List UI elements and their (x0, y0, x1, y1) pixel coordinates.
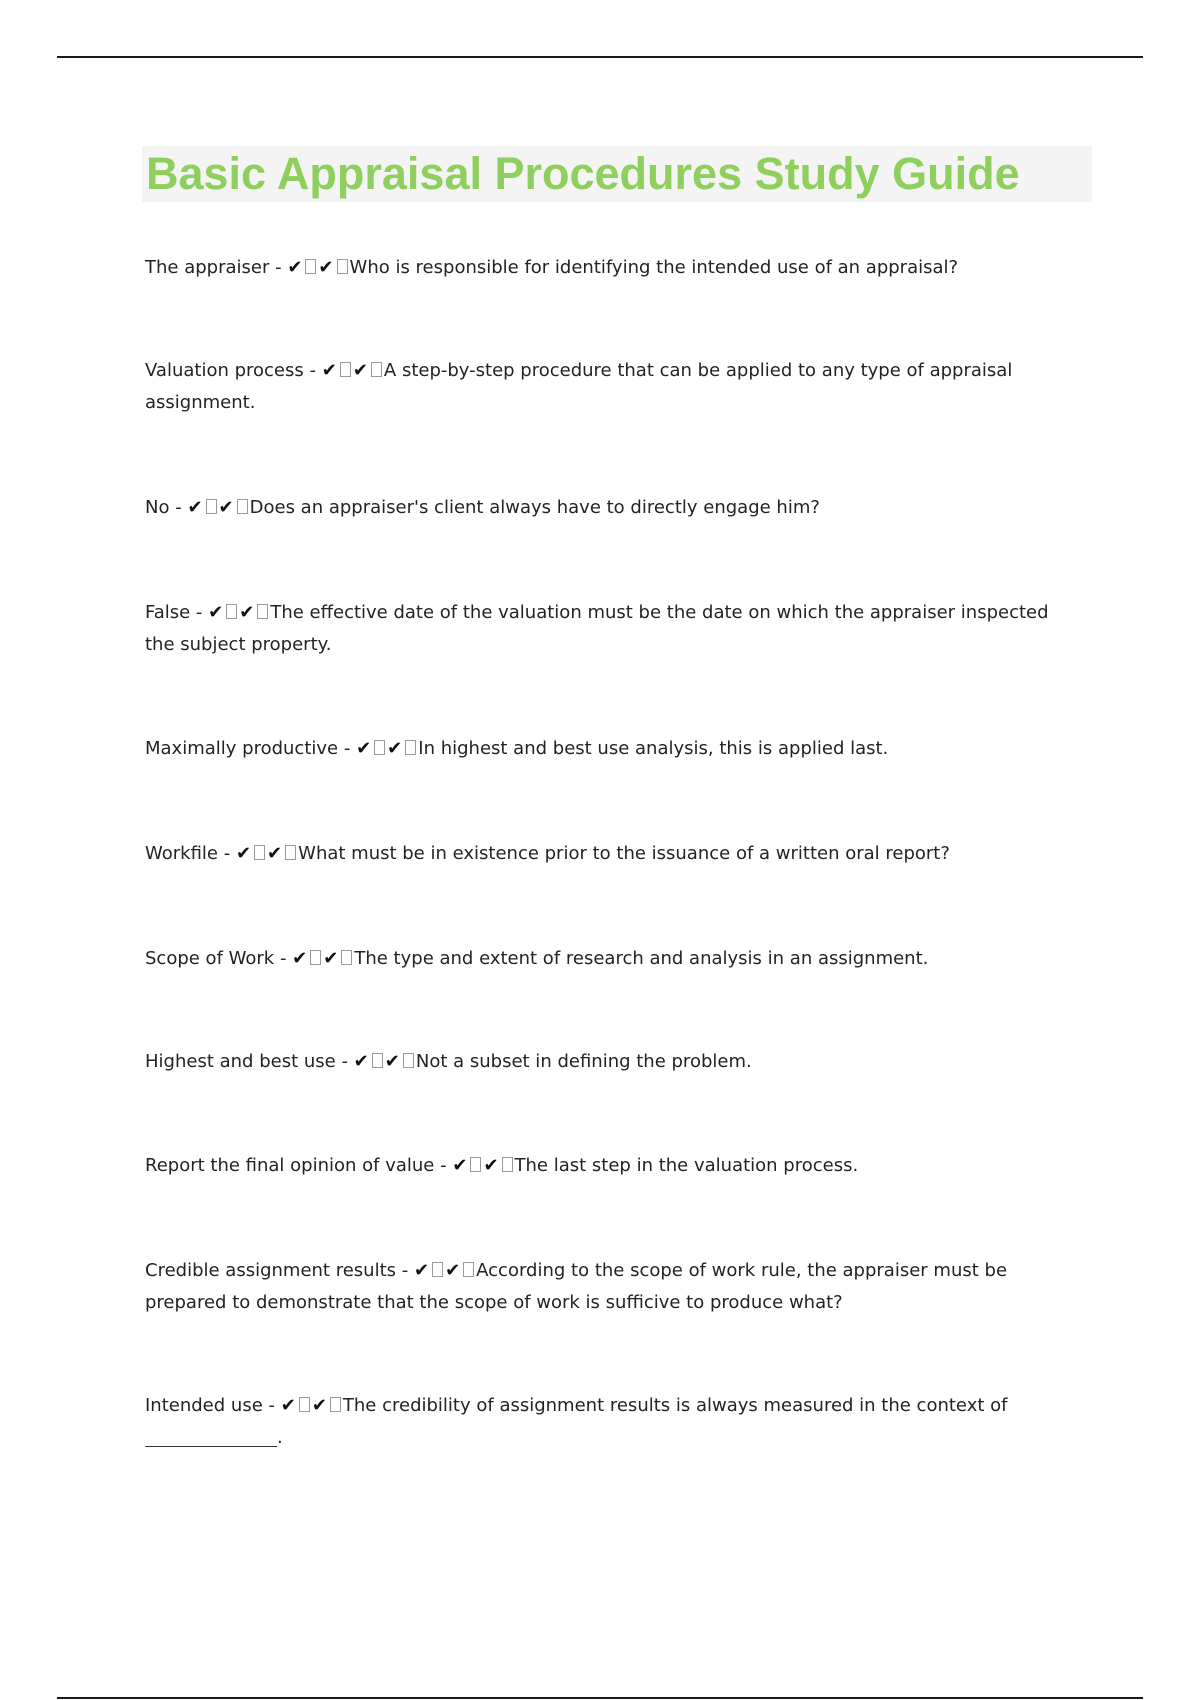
check-icon: ✔ (483, 1155, 499, 1176)
check-icon: ✔ (235, 843, 252, 864)
check-icon: ✔ (187, 497, 203, 518)
study-item (145, 355, 1080, 419)
box-icon (330, 1397, 341, 1412)
term: The appraiser (145, 257, 270, 278)
box-icon (502, 1157, 513, 1172)
study-item (145, 1046, 1080, 1078)
check-icon: ✔ (452, 1155, 468, 1176)
fill-in-blank (145, 1428, 277, 1447)
separator: - (335, 1051, 354, 1072)
box-icon (371, 362, 382, 377)
definition: The last step in the valuation process. (514, 1155, 859, 1176)
separator: - (396, 1260, 414, 1281)
document-title: Basic Appraisal Procedures Study Guide (146, 148, 1020, 199)
study-item (145, 733, 1080, 765)
definition: According to the scope of work rule, the appraiser must be prepared to demonstrate that the scope of work is sufficive to produce what? (145, 1260, 1008, 1313)
check-icon: ✔ (353, 1051, 369, 1072)
box-icon (285, 845, 296, 860)
definition: Not a subset in defining the problem. (415, 1051, 752, 1072)
term: No (145, 497, 170, 518)
study-item (145, 252, 1080, 284)
definition: The effective date of the valuation must be the date on which the appraiser inspected the subject property. (145, 602, 1049, 655)
definition: In highest and best use analysis, this is applied last. (418, 738, 889, 759)
term: Scope of Work (145, 948, 275, 969)
check-icon: ✔ (239, 602, 255, 623)
definition: The type and extent of research and analysis in an assignment. (354, 948, 929, 969)
check-icon: ✔ (352, 360, 368, 381)
separator: - (269, 257, 288, 278)
box-icon (405, 740, 416, 755)
separator: - (190, 602, 209, 623)
separator: - (303, 360, 322, 381)
study-item (145, 838, 1080, 870)
box-icon (226, 604, 237, 619)
check-icon: ✔ (311, 1395, 327, 1416)
term: Workfile (145, 843, 218, 864)
blank-suffix: . (277, 1427, 283, 1448)
separator: - (434, 1155, 453, 1176)
box-icon (432, 1262, 443, 1277)
box-icon (341, 950, 352, 965)
check-icon: ✔ (413, 1260, 430, 1281)
check-icon: ✔ (218, 497, 234, 518)
check-icon: ✔ (384, 1051, 400, 1072)
study-item (145, 1255, 1080, 1319)
check-icon: ✔ (321, 360, 337, 381)
study-item (145, 1150, 1080, 1182)
definition: What must be in existence prior to the issuance of a written oral report? (298, 843, 950, 864)
check-icon: ✔ (318, 257, 334, 278)
term: Credible assignment results (145, 1260, 397, 1281)
definition: The credibility of assignment results is always measured in the context of (342, 1395, 1008, 1416)
box-icon (237, 499, 248, 514)
box-icon (254, 845, 265, 860)
box-icon (299, 1397, 310, 1412)
box-icon (337, 259, 348, 274)
term: Maximally productive (145, 738, 339, 759)
study-item (145, 492, 1080, 524)
box-icon (206, 499, 217, 514)
check-icon: ✔ (267, 843, 283, 864)
box-icon (470, 1157, 481, 1172)
check-icon: ✔ (287, 257, 303, 278)
check-icon: ✔ (323, 948, 339, 969)
separator: - (338, 738, 357, 759)
box-icon (310, 950, 321, 965)
term: False (145, 602, 191, 623)
box-icon (374, 740, 385, 755)
definition: Does an appraiser's client always have to directly engage him? (249, 497, 820, 518)
box-icon (463, 1262, 474, 1277)
definition: A step-by-step procedure that can be applied to any type of appraisal assignment. (145, 360, 1013, 413)
check-icon: ✔ (356, 738, 372, 759)
term: Valuation process (145, 360, 304, 381)
study-item (145, 943, 1080, 975)
separator: - (262, 1395, 281, 1416)
box-icon (340, 362, 351, 377)
check-icon: ✔ (292, 948, 308, 969)
term: Highest and best use (145, 1051, 336, 1072)
term: Intended use (145, 1395, 263, 1416)
check-icon: ✔ (387, 738, 403, 759)
check-icon: ✔ (280, 1395, 296, 1416)
separator: - (169, 497, 188, 518)
check-icon: ✔ (445, 1260, 461, 1281)
study-item (145, 1390, 1080, 1454)
box-icon (372, 1053, 383, 1068)
separator: - (218, 843, 236, 864)
study-item (145, 597, 1080, 661)
box-icon (403, 1053, 414, 1068)
term: Report the final opinion of value (145, 1155, 435, 1176)
box-icon (257, 604, 268, 619)
bottom-rule (57, 1697, 1143, 1699)
box-icon (305, 259, 316, 274)
check-icon: ✔ (208, 602, 224, 623)
top-rule (57, 56, 1143, 58)
separator: - (274, 948, 293, 969)
definition: Who is responsible for identifying the intended use of an appraisal? (349, 257, 959, 278)
